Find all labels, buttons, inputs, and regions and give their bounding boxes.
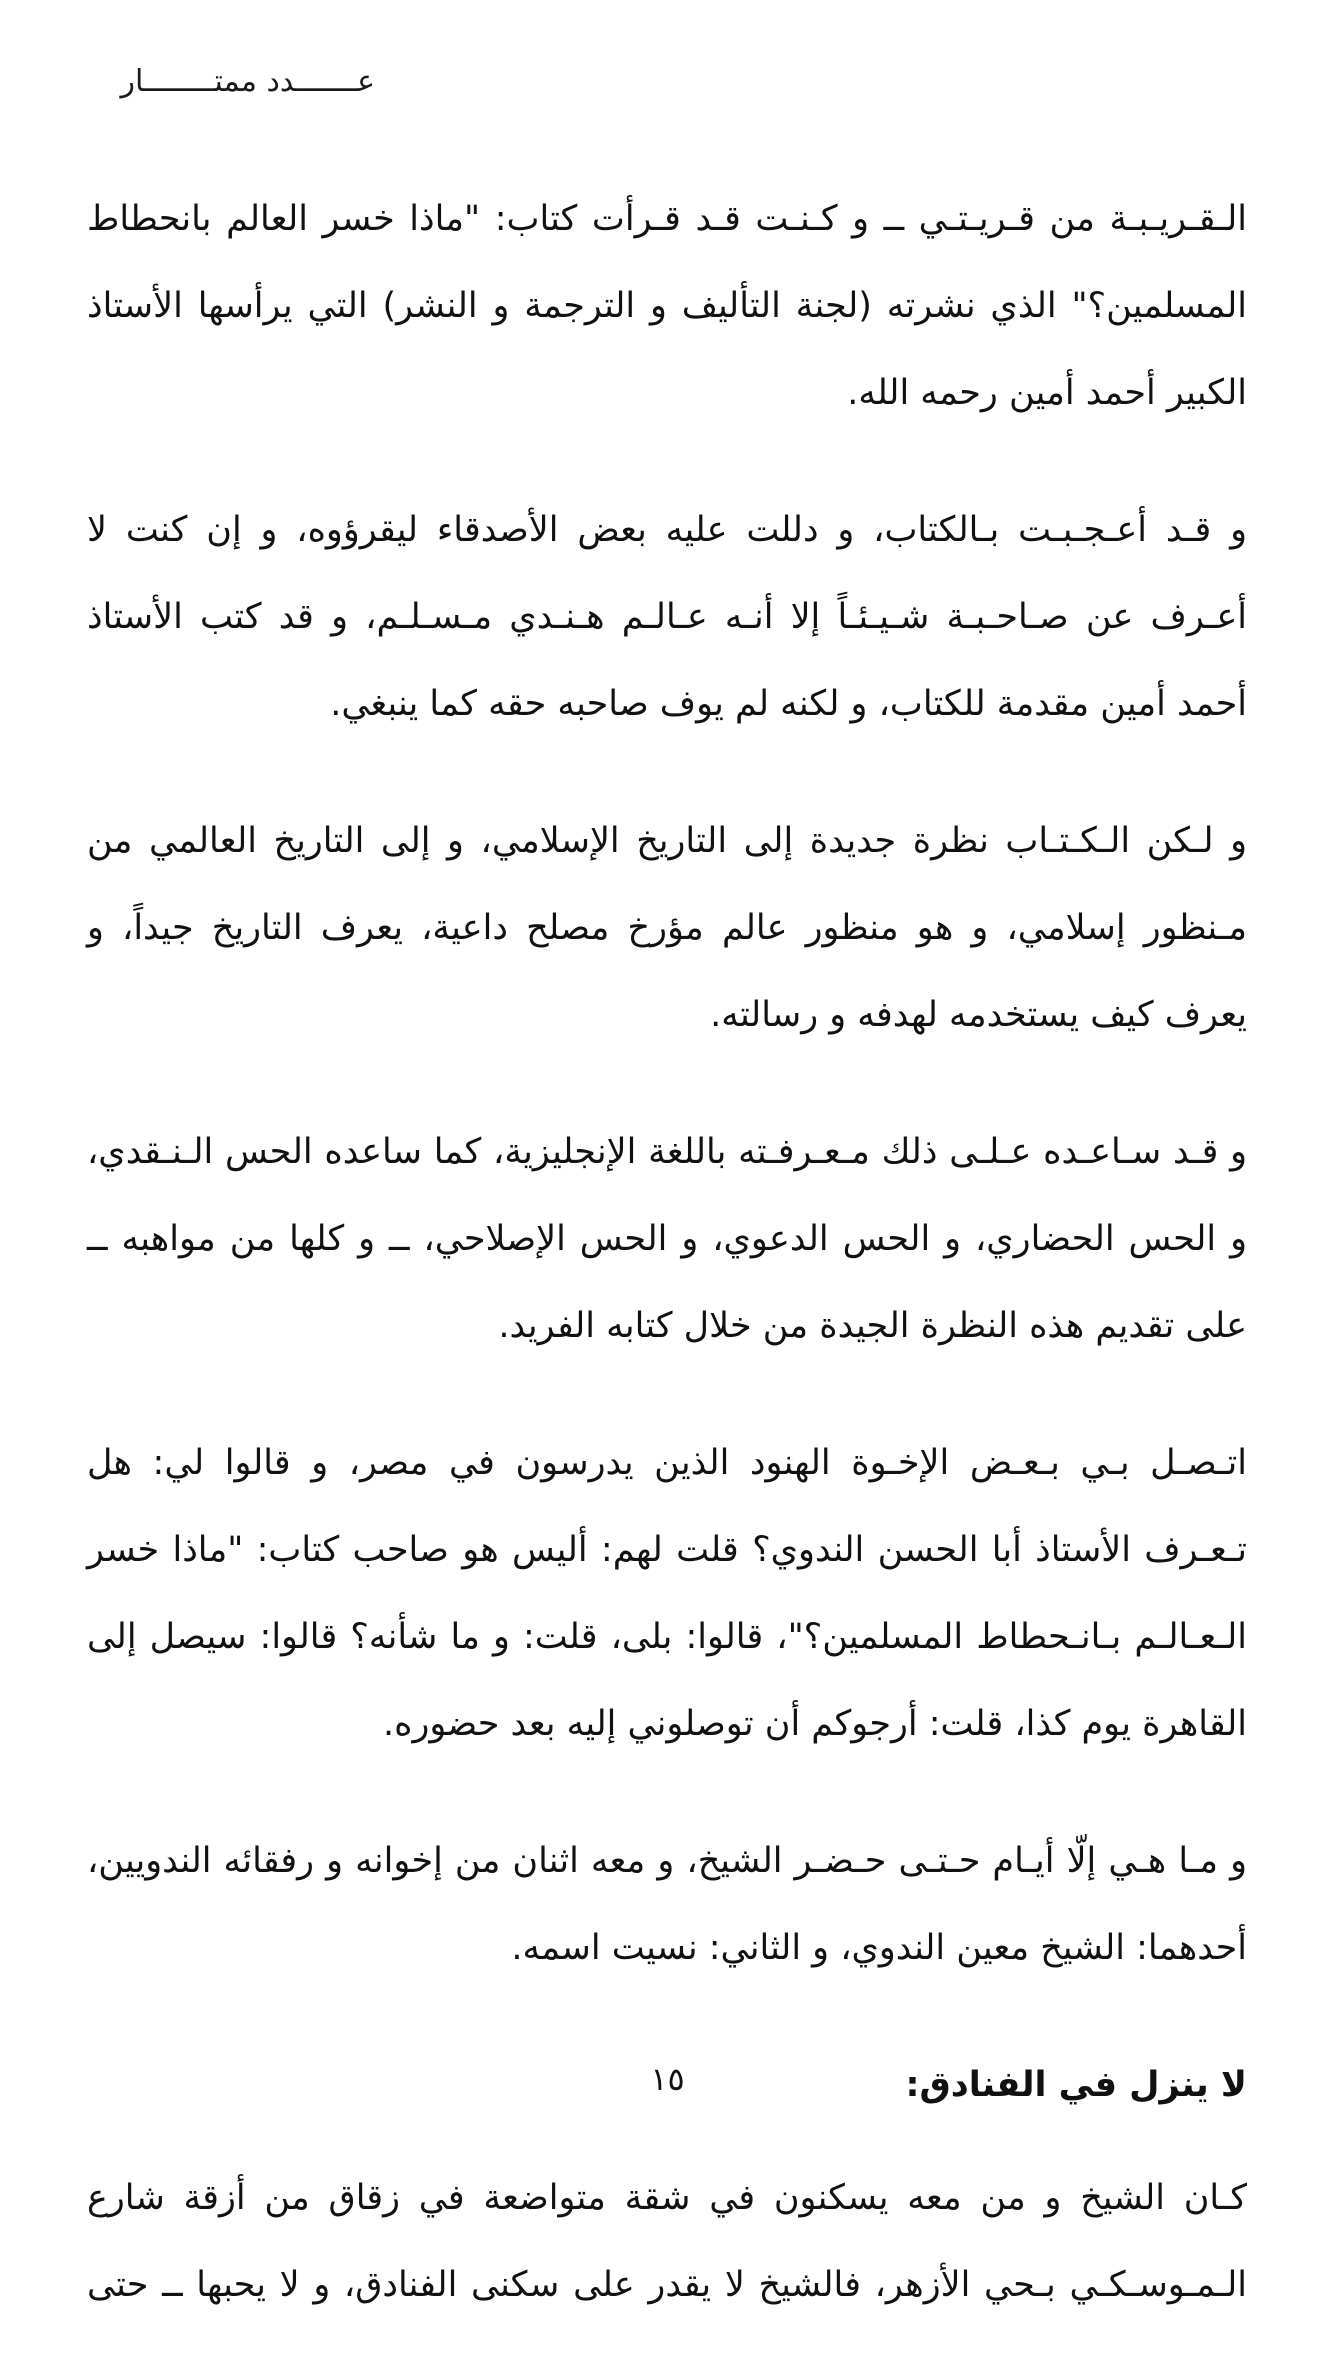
body-text bbox=[87, 176, 1247, 2379]
paragraph-7: كـان الشيخ و من معه يسكنون في شقة متواضعة في زقاق من أزقة شارع الـمـوسـكـي بـحي الأزهر، فالشيخ لا يقدر على سكنى الفنادق، و لا يحبها ــ حتى bbox=[87, 2178, 1247, 2305]
paragraph-2: و قـد أعـجـبـت بـالكتاب، و دللت عليه بعض الأصدقاء ليقرؤوه، و إن كنت لا أعـرف عن صـاحـبـة شـيـئـاً إلا أنـه عـالـم هـنـدي مـسـلـم، و قد كتب الأستاذ أحمد أمين مقدمة للكتاب، و لكنه لم يوف صاحبه حقه كما ينبغي. bbox=[87, 510, 1247, 724]
paragraph-3: و لـكن الـكـتـاب نظرة جديدة إلى التاريخ الإسلامي، و إلى التاريخ العالمي من مـنظور إسلامي، و هو منظور عالم مؤرخ مصلح داعية، يعرف التاريخ جيداً، و يعرف كيف يستخدمه لهدفه و رسالته. bbox=[87, 821, 1247, 1035]
section-heading: لا ينزل في الفنادق: bbox=[905, 2065, 1247, 2105]
paragraph-1: الـقـريـبـة من قـريـتـي ــ و كـنـت قـد قـرأت كتاب: "ماذا خسر العالم بانحطاط المسلمين؟" الذي نشرته (لجنة التأليف و الترجمة و النشر) التي يرأسها الأستاذ الكبير أحمد أمين رحمه الله. bbox=[87, 199, 1247, 413]
page-number: ١٥ bbox=[650, 2060, 685, 2098]
paragraph-4: و قـد سـاعـده عـلـى ذلك مـعـرفـته باللغة الإنجليزية، كما ساعده الحس الـنـقدي، و الحس الحضاري، و الحس الدعوي، و الحس الإصلاحي، ــ و كلها من مواهبه ــ على تقديم هذه النظرة الجيدة من خلال كتابه الفريد. bbox=[87, 1132, 1247, 1346]
paragraph-5: اتـصـل بـي بـعـض الإخـوة الهنود الذين يدرسون في مصر، و قالوا لي: هل تـعـرف الأستاذ أبا الحسن الندوي؟ قلت لهم: أليس هو صاحب كتاب: "ماذا خسر الـعـالـم بـانـحطاط المسلمين؟"، قالوا: بلى، قلت: و ما شأنه؟ قالوا: سيصل إلى القاهرة يوم كذا، قلت: أرجوكم أن توصلوني إليه بعد حضوره. bbox=[87, 1443, 1247, 1744]
running-header: عـــــــدد ممتــــــــار bbox=[120, 64, 375, 99]
paragraph-6: و مـا هـي إلّا أيـام حـتـى حـضـر الشيخ، و معه اثنان من إخوانه و رفقائه الندويين، أحدهما: الشيخ معين الندوي، و الثاني: نسيت اسمه. bbox=[87, 1841, 1247, 1968]
